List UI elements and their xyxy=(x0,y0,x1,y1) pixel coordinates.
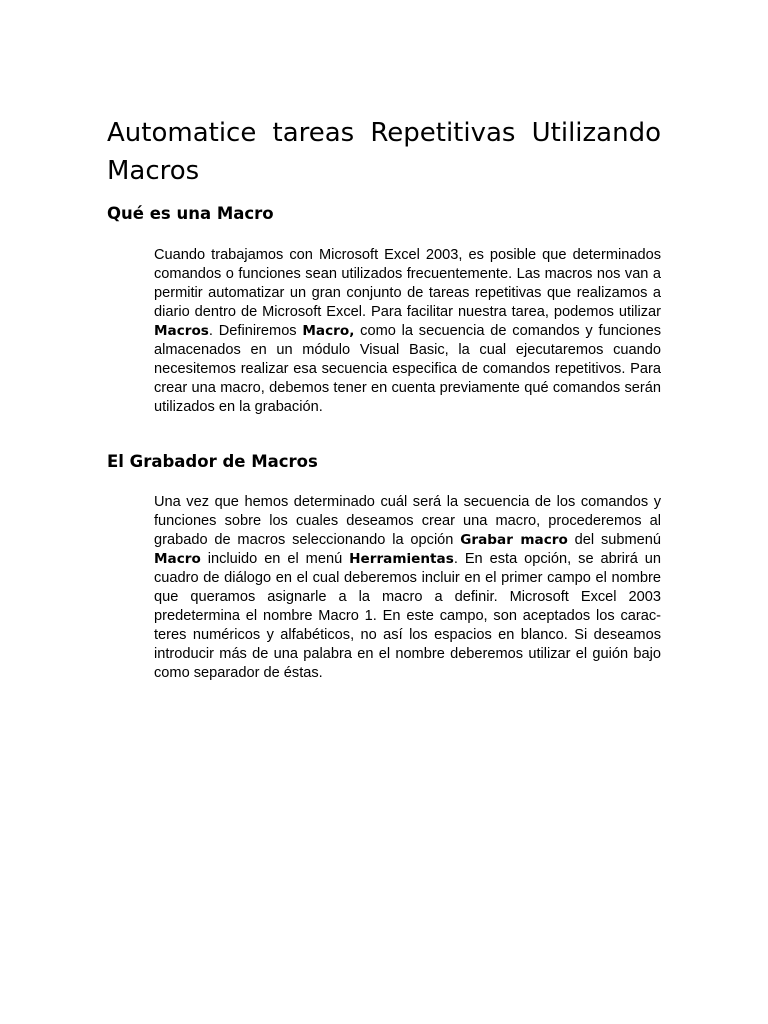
paragraph-text: como la secuencia de comandos y funciones almacenados en un módulo Visual Basic, la cual ejecutaremos cuando necesitemos realizar esa secuencia especifica de comandos repetitivos. Para crear una macro, debemos tener en cuenta previamente qué comandos serán utilizados en la grabación. xyxy=(154,323,661,415)
paragraph-text: . En esta opción, se abrirá un cuadro de diálogo en el cual deberemos incluir en el primer campo el nombre que queramos asignarle a la macro a definir. Microsoft Excel 2003 predetermina el nombre Macro 1. En este campo, son aceptados los caracteres numéricos y alfabéticos, no así los espacios en blanco. Si deseamos introducir más de una palabra en el nombre deberemos utilizar el guión bajo como separador de éstas. xyxy=(154,551,661,681)
bold-term-herramientas: Herramientas xyxy=(349,551,454,567)
section-paragraph-grabador-de-macros xyxy=(154,493,661,683)
paragraph-text: incluido en el menú xyxy=(200,551,350,567)
section-heading-grabador-de-macros: El Grabador de Macros xyxy=(107,452,318,471)
document-title: Automatice tareas Repetitivas Utilizando Macros xyxy=(107,118,661,186)
paragraph-text: Cuando trabajamos con Microsoft Excel 2003, es posible que determinados comandos o funciones sean utilizados frecuentemente. Las macros nos van a permitir automatizar un gran conjunto de tareas repetitivas que realizamos a diario dentro de Microsoft Excel. Para facilitar nuestra tarea, podemos utilizar xyxy=(154,247,661,320)
bold-term-macro: Macro xyxy=(154,551,201,567)
section-paragraph-que-es-una-macro xyxy=(154,246,661,417)
section-heading-que-es-una-macro: Qué es una Macro xyxy=(107,204,274,223)
bold-term-macros: Macros xyxy=(154,323,209,339)
bold-term-macro: Macro, xyxy=(302,323,355,339)
paragraph-text: del submenú xyxy=(567,532,661,548)
bold-term-grabar-macro: Grabar macro xyxy=(460,532,568,548)
paragraph-text: . Definiremos xyxy=(208,323,303,339)
paragraph-text: Una vez que hemos determinado cuál será la secuencia de los comandos y funciones sobre los cuales deseamos crear una macro, procederemos al grabado de macros seleccionando la opción xyxy=(154,494,661,548)
